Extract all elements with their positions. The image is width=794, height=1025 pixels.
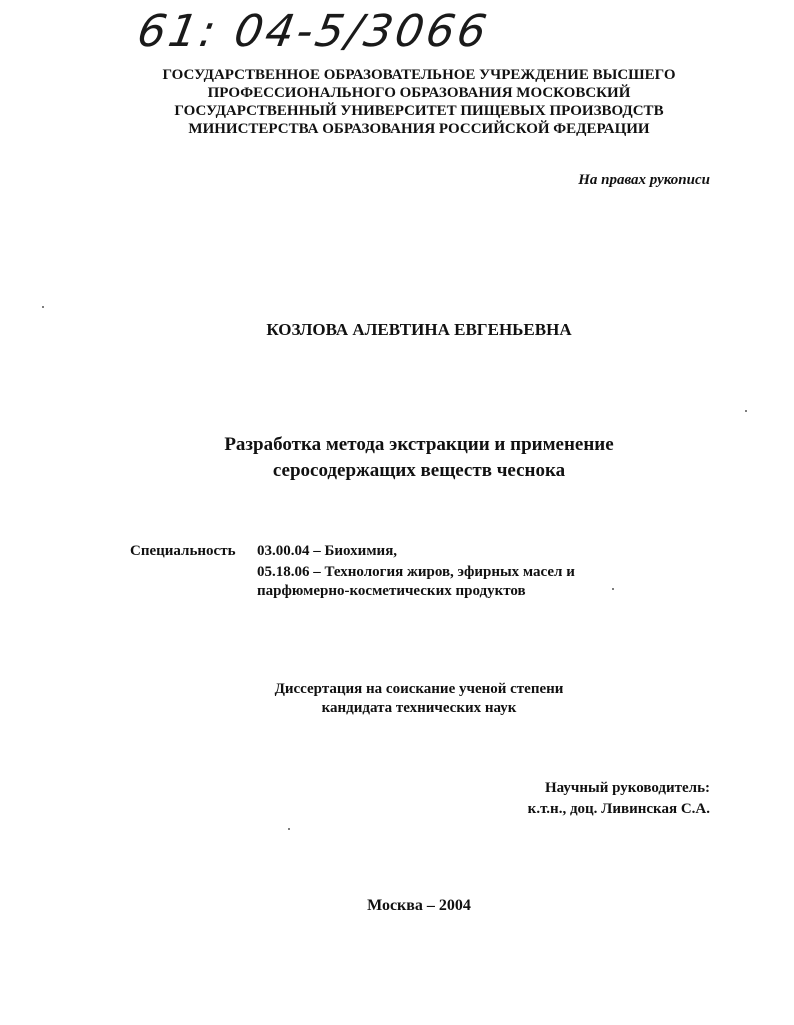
city-year: Москва – 2004 — [367, 897, 471, 914]
specialty-label: Специальность — [130, 543, 236, 559]
institution-line: ПРОФЕССИОНАЛЬНОГО ОБРАЗОВАНИЯ МОСКОВСКИЙ — [207, 85, 631, 101]
specialty-line: парфюмерно-косметических продуктов — [257, 583, 526, 599]
supervisor-label: Научный руководитель: — [545, 780, 710, 796]
degree-line: кандидата технических наук — [321, 700, 517, 716]
institution-line: ГОСУДАРСТВЕННОЕ ОБРАЗОВАТЕЛЬНОЕ УЧРЕЖДЕНИЕ ВЫСШЕГО — [162, 67, 676, 83]
institution-line: ГОСУДАРСТВЕННЫЙ УНИВЕРСИТЕТ ПИЩЕВЫХ ПРОИЗВОДСТВ — [174, 103, 664, 119]
degree-statement — [0, 680, 794, 718]
specialty-line: 05.18.06 – Технология жиров, эфирных масел и — [257, 564, 575, 580]
scan-speck — [612, 588, 614, 590]
title-line: Разработка метода экстракции и применение — [224, 434, 614, 455]
scan-speck — [288, 828, 290, 830]
dissertation-title — [0, 432, 794, 484]
author-name: КОЗЛОВА АЛЕВТИНА ЕВГЕНЬЕВНА — [266, 320, 572, 339]
manuscript-rights-note: На правах рукописи — [578, 172, 710, 188]
scan-speck — [42, 306, 44, 308]
degree-line: Диссертация на соискание ученой степени — [274, 681, 564, 697]
institution-line: МИНИСТЕРСТВА ОБРАЗОВАНИЯ РОССИЙСКОЙ ФЕДЕРАЦИИ — [188, 121, 650, 137]
institution-header — [0, 66, 794, 138]
supervisor-block — [528, 778, 710, 820]
scan-speck — [745, 410, 747, 412]
supervisor-name: к.т.н., доц. Ливинская С.А. — [527, 801, 710, 817]
handwritten-archive-code: 61: 04-5/3066 — [133, 6, 494, 57]
title-line: серосодержащих веществ чеснока — [272, 460, 566, 481]
specialty-line: 03.00.04 – Биохимия, — [257, 543, 398, 559]
